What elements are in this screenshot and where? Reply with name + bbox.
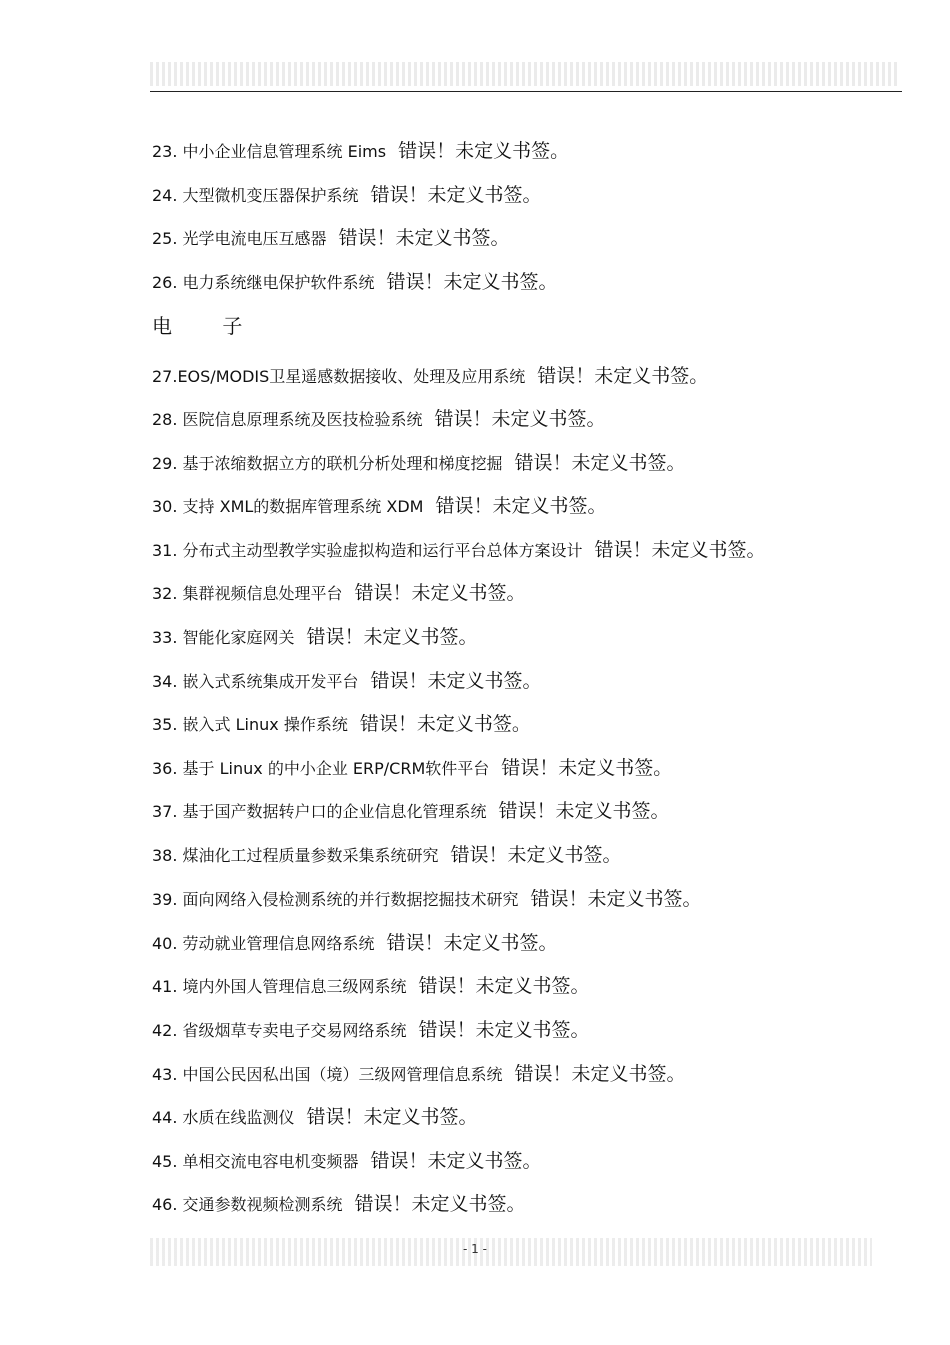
- list-item: [152, 666, 542, 693]
- item-title: 44. 水质在线监测仪: [152, 1108, 295, 1127]
- item-title: 42. 省级烟草专卖电子交易网络系统: [152, 1021, 407, 1040]
- item-title: 28. 医院信息原理系统及医技检验系统: [152, 410, 423, 429]
- item-status: 错误！未定义书签。: [418, 975, 590, 997]
- list-item: [152, 1015, 590, 1042]
- header-watermark: [150, 62, 900, 86]
- list-item: [152, 404, 606, 431]
- item-status: 错误！未定义书签。: [435, 495, 607, 517]
- item-status: 错误！未定义书签。: [370, 1150, 542, 1172]
- list-item: [152, 928, 558, 955]
- list-item: [152, 884, 702, 911]
- item-title: 38. 煤油化工过程质量参数采集系统研究: [152, 846, 439, 865]
- item-status: 错误！未定义书签。: [306, 626, 478, 648]
- item-title: 34. 嵌入式系统集成开发平台: [152, 672, 359, 691]
- list-item: [152, 1189, 526, 1216]
- list-item: [152, 1059, 686, 1086]
- section-heading: 电 子: [152, 314, 265, 338]
- item-title: 35. 嵌入式 Linux 操作系统: [152, 715, 348, 734]
- list-item: [152, 1102, 478, 1129]
- list-item: [152, 971, 590, 998]
- list-item: [152, 840, 622, 867]
- list-item: [152, 448, 686, 475]
- item-status: 错误！未定义书签。: [354, 1193, 526, 1215]
- item-status: 错误！未定义书签。: [530, 888, 702, 910]
- item-status: 错误！未定义书签。: [514, 1063, 686, 1085]
- item-title: 30. 支持 XML的数据库管理系统 XDM: [152, 497, 424, 516]
- item-title: 25. 光学电流电压互感器: [152, 229, 327, 248]
- item-status: 错误！未定义书签。: [359, 713, 531, 735]
- item-status: 错误！未定义书签。: [418, 1019, 590, 1041]
- item-title: 46. 交通参数视频检测系统: [152, 1195, 343, 1214]
- list-item: [152, 223, 510, 250]
- list-item: [152, 361, 708, 388]
- item-title: 43. 中国公民因私出国（境）三级网管理信息系统: [152, 1065, 503, 1084]
- list-item: [152, 578, 526, 605]
- item-status: 错误！未定义书签。: [306, 1106, 478, 1128]
- item-status: 错误！未定义书签。: [501, 757, 673, 779]
- list-item: [152, 622, 478, 649]
- item-status: 错误！未定义书签。: [514, 452, 686, 474]
- item-title: 36. 基于 Linux 的中小企业 ERP/CRM软件平台: [152, 759, 490, 778]
- item-title: 23. 中小企业信息管理系统 Eims: [152, 142, 387, 161]
- item-title: 27.EOS/MODIS卫星遥感数据接收、处理及应用系统: [152, 367, 526, 386]
- item-title: 39. 面向网络入侵检测系统的并行数据挖掘技术研究: [152, 890, 519, 909]
- list-item: [152, 709, 531, 736]
- item-status: 错误！未定义书签。: [537, 365, 709, 387]
- item-title: 45. 单相交流电容电机变频器: [152, 1152, 359, 1171]
- page-number: - 1 -: [463, 1242, 487, 1256]
- header-rule: [150, 91, 902, 92]
- item-status: 错误！未定义书签。: [386, 932, 558, 954]
- item-title: 24. 大型微机变压器保护系统: [152, 186, 359, 205]
- item-status: 错误！未定义书签。: [370, 184, 542, 206]
- list-item: [152, 1146, 542, 1173]
- item-status: 错误！未定义书签。: [354, 582, 526, 604]
- item-title: 41. 境内外国人管理信息三级网系统: [152, 977, 407, 996]
- item-status: 错误！未定义书签。: [386, 271, 558, 293]
- item-title: 33. 智能化家庭网关: [152, 628, 295, 647]
- list-item: [152, 491, 607, 518]
- list-item: [152, 136, 569, 163]
- list-item: [152, 535, 766, 562]
- item-status: 错误！未定义书签。: [338, 227, 510, 249]
- item-title: 40. 劳动就业管理信息网络系统: [152, 934, 375, 953]
- item-title: 26. 电力系统继电保护软件系统: [152, 273, 375, 292]
- item-status: 错误！未定义书签。: [434, 408, 606, 430]
- item-title: 32. 集群视频信息处理平台: [152, 584, 343, 603]
- list-item: [152, 753, 672, 780]
- list-item: [152, 180, 542, 207]
- item-status: 错误！未定义书签。: [370, 670, 542, 692]
- item-status: 错误！未定义书签。: [450, 844, 622, 866]
- item-title: 29. 基于浓缩数据立方的联机分析处理和梯度挖掘: [152, 454, 503, 473]
- item-status: 错误！未定义书签。: [594, 539, 766, 561]
- item-title: 37. 基于国产数据转户口的企业信息化管理系统: [152, 802, 487, 821]
- item-status: 错误！未定义书签。: [398, 140, 570, 162]
- item-status: 错误！未定义书签。: [498, 800, 670, 822]
- list-item: [152, 796, 670, 823]
- list-item: [152, 267, 558, 294]
- item-title: 31. 分布式主动型教学实验虚拟构造和运行平台总体方案设计: [152, 541, 583, 560]
